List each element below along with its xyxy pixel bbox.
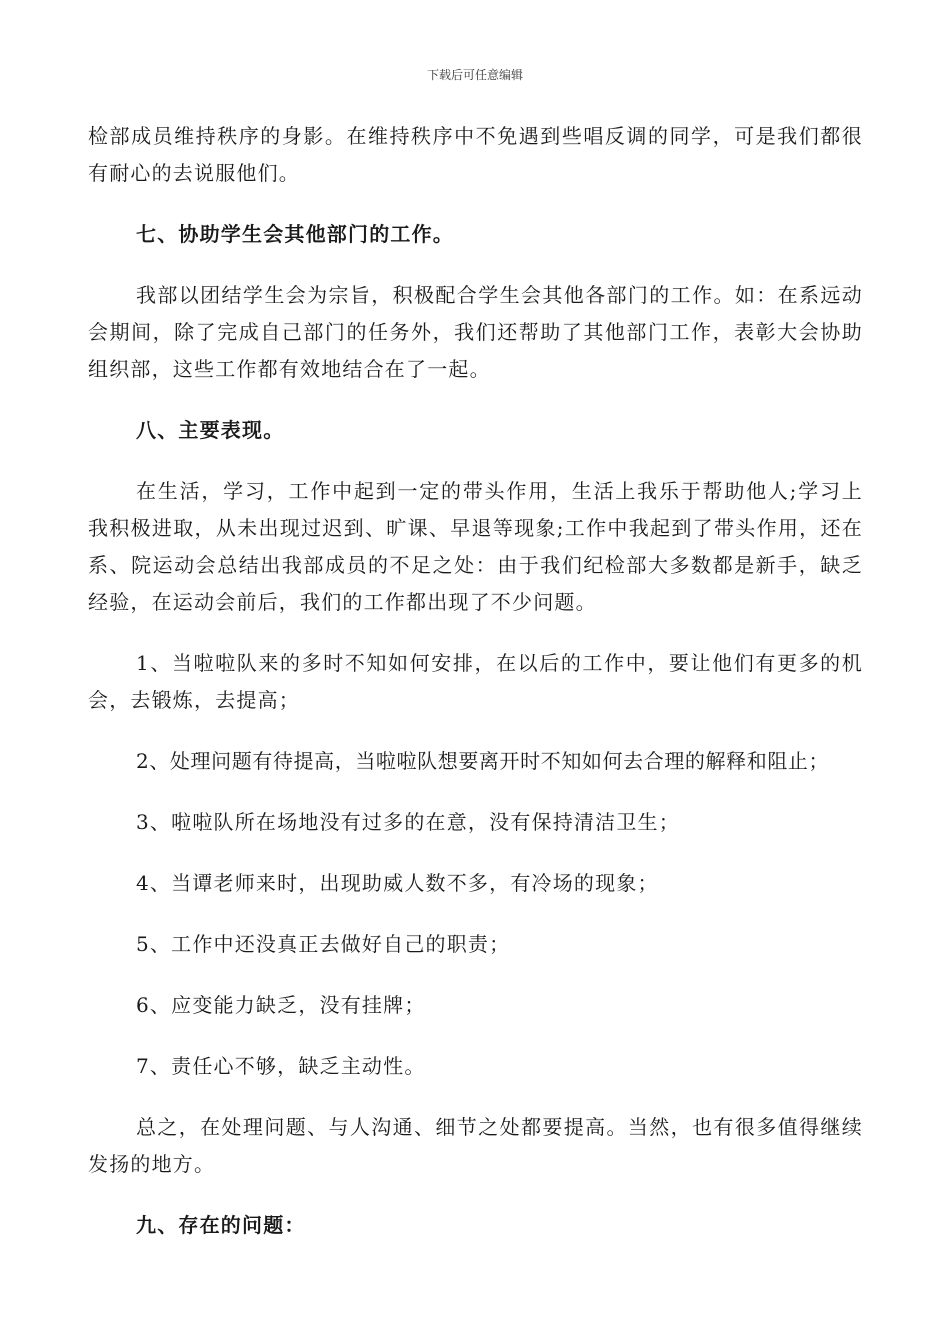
section-heading-9: 九、存在的问题： bbox=[136, 1213, 306, 1237]
list-item: 7、责任心不够，缺乏主动性。 bbox=[136, 1054, 426, 1078]
page-header: 下载后可任意编辑 bbox=[426, 68, 523, 82]
paragraph: 我部以团结学生会为宗旨，积极配合学生会其他各部门的工作。如：在系远动会期间，除了完成自己部门的任务外，我们还帮助了其他部门工作，表彰大会协助组织部，这些工作都有效地结合在了一起。 bbox=[88, 283, 863, 381]
paragraph: 检部成员维持秩序的身影。在维持秩序中不免遇到些唱反调的同学，可是我们都很有耐心的去说服他们。 bbox=[88, 124, 863, 185]
list-item: 4、当谭老师来时，出现助威人数不多，有冷场的现象； bbox=[136, 871, 659, 895]
section-heading-7: 七、协助学生会其他部门的工作。 bbox=[136, 222, 454, 246]
list-item: 3、啦啦队所在场地没有过多的在意，没有保持清洁卫生； bbox=[136, 810, 680, 834]
list-item: 2、处理问题有待提高，当啦啦队想要离开时不知如何去合理的解释和阻止； bbox=[136, 749, 830, 773]
list-item: 6、应变能力缺乏，没有挂牌； bbox=[136, 993, 426, 1017]
list-item: 5、工作中还没真正去做好自己的职责； bbox=[136, 932, 511, 956]
paragraph: 在生活，学习，工作中起到一定的带头作用，生活上我乐于帮助他人;学习上我积极进取，从未出现过迟到、旷课、早退等现象;工作中我起到了带头作用，还在系、院运动会总结出我部成员的不足之处：由于我们纪检部大多数都是新手，缺乏经验，在运动会前后，我们的工作都出现了不少问题。 bbox=[88, 479, 863, 614]
list-item: 1、当啦啦队来的多时不知如何安排，在以后的工作中，要让他们有更多的机会，去锻炼，去提高； bbox=[88, 651, 863, 712]
section-heading-8: 八、主要表现。 bbox=[136, 418, 285, 442]
document-body bbox=[88, 118, 863, 1268]
paragraph: 总之，在处理问题、与人沟通、细节之处都要提高。当然，也有很多值得继续发扬的地方。 bbox=[88, 1115, 863, 1176]
